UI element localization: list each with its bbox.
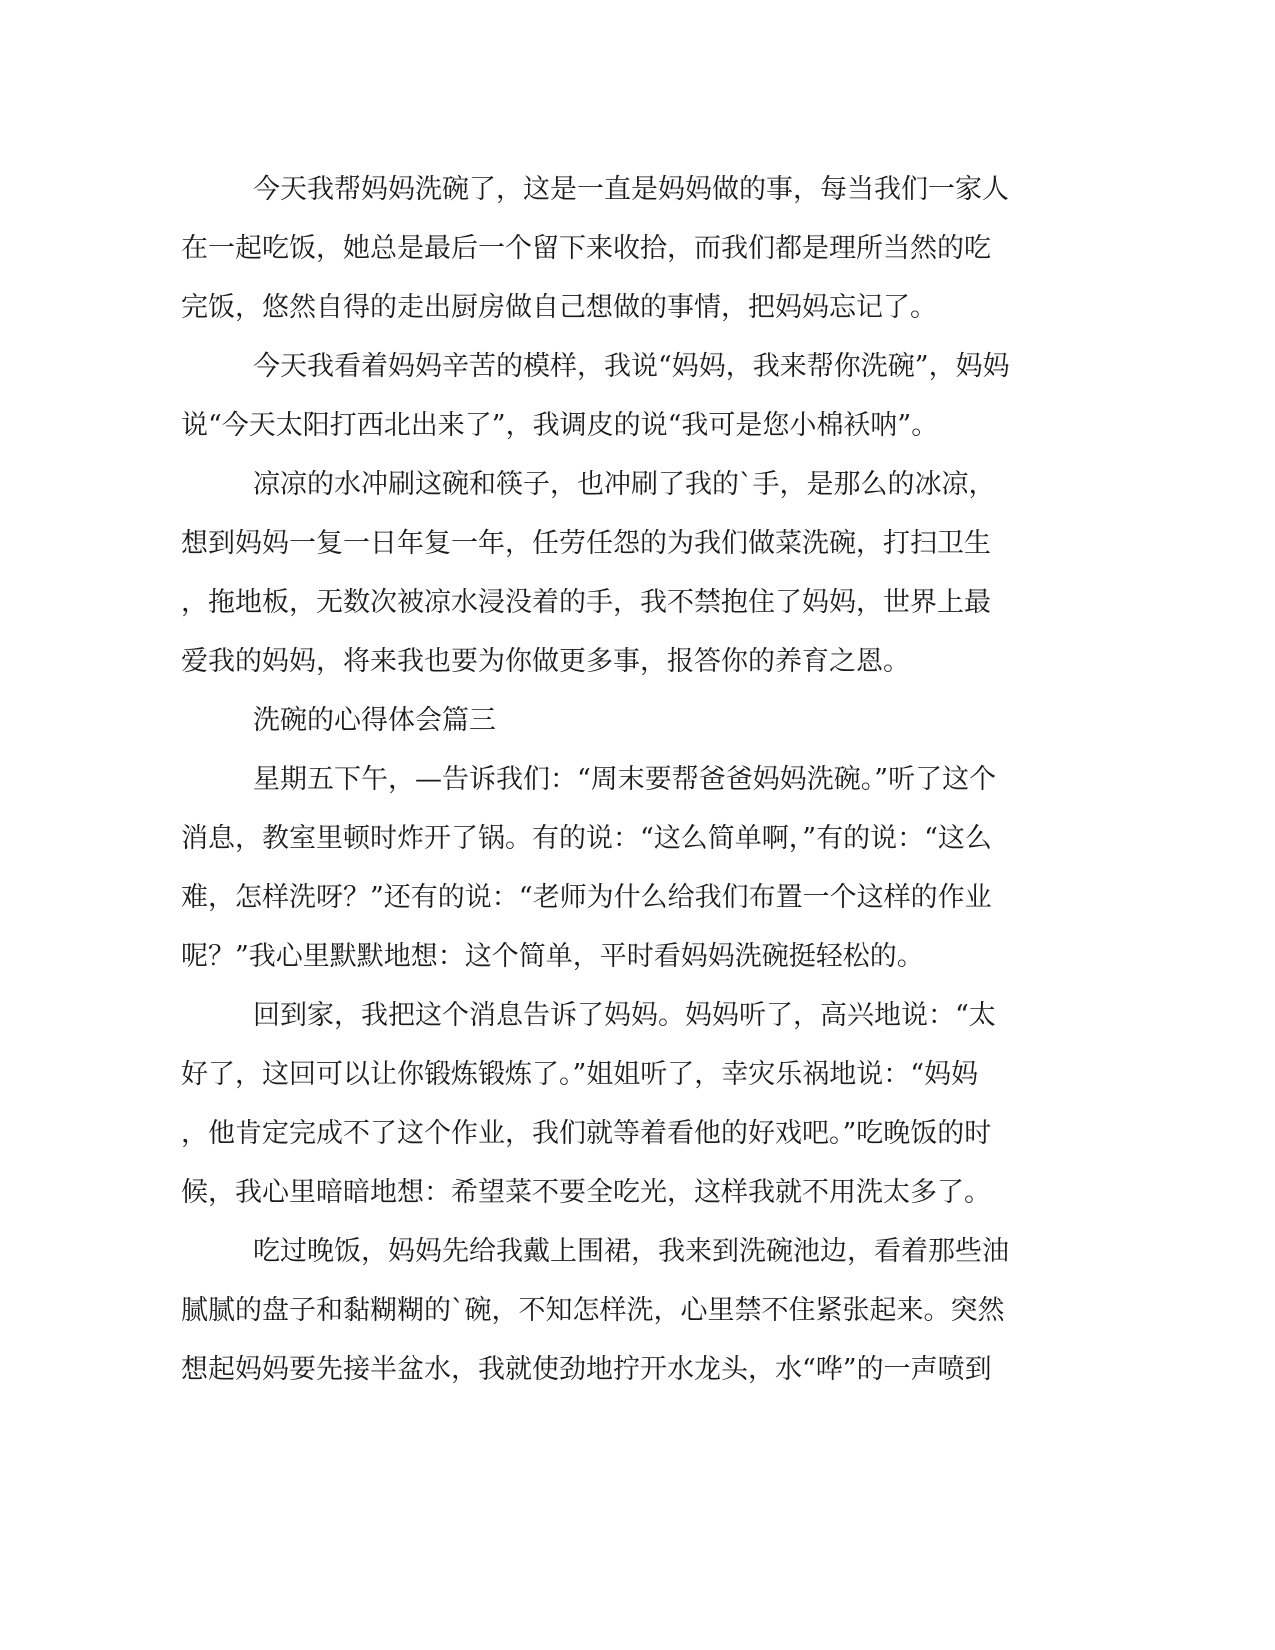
text-line: 腻腻的盘子和黏糊糊的`碗，不知怎样洗，心里禁不住紧张起来。突然 bbox=[181, 1295, 1005, 1326]
text-line: 今天我看着妈妈辛苦的模样，我说“妈妈，我来帮你洗碗”，妈妈 bbox=[253, 351, 1010, 382]
text-line: 今天我帮妈妈洗碗了，这是一直是妈妈做的事，每当我们一家人 bbox=[253, 174, 1009, 205]
text-line: 呢？”我心里默默地想：这个简单，平时看妈妈洗碗挺轻松的。 bbox=[181, 941, 924, 972]
text-line: 完饭，悠然自得的走出厨房做自己想做的事情，把妈妈忘记了。 bbox=[181, 292, 937, 323]
text-line: 候，我心里暗暗地想：希望菜不要全吃光，这样我就不用洗太多了。 bbox=[181, 1177, 991, 1208]
text-line: ，拖地板，无数次被凉水浸没着的手，我不禁抱住了妈妈，世界上最 bbox=[181, 587, 991, 618]
text-line: 爱我的妈妈，将来我也要为你做更多事，报答你的养育之恩。 bbox=[181, 646, 910, 677]
text-line: 星期五下午，—告诉我们：“周末要帮爸爸妈妈洗碗。”听了这个 bbox=[253, 764, 997, 795]
text-line: 想起妈妈要先接半盆水，我就使劲地拧开水龙头，水“哗”的一声喷到 bbox=[181, 1354, 992, 1385]
text-line: 在一起吃饭，她总是最后一个留下来收拾，而我们都是理所当然的吃 bbox=[181, 233, 991, 264]
text-line: 消息，教室里顿时炸开了锅。有的说：“这么简单啊，”有的说：“这么 bbox=[181, 823, 992, 854]
text-line: 说“今天太阳打西北出来了”，我调皮的说“我可是您小棉袄呐”。 bbox=[181, 410, 939, 441]
text-line: 回到家，我把这个消息告诉了妈妈。妈妈听了，高兴地说：“太 bbox=[253, 1000, 996, 1031]
section-heading: 洗碗的心得体会篇三 bbox=[253, 705, 496, 736]
text-line: 想到妈妈一复一日年复一年，任劳任怨的为我们做菜洗碗，打扫卫生 bbox=[181, 528, 991, 559]
text-line: 吃过晚饭，妈妈先给我戴上围裙，我来到洗碗池边，看着那些油 bbox=[253, 1236, 1009, 1267]
text-line: 凉凉的水冲刷这碗和筷子，也冲刷了我的`手，是那么的冰凉， bbox=[253, 469, 996, 500]
text-line: 好了，这回可以让你锻炼锻炼了。”姐姐听了，幸灾乐祸地说：“妈妈 bbox=[181, 1059, 979, 1090]
text-line: ，他肯定完成不了这个作业，我们就等着看他的好戏吧。”吃晚饭的时 bbox=[181, 1118, 992, 1149]
essay-text bbox=[181, 160, 1031, 1399]
text-line: 难，怎样洗呀？”还有的说：“老师为什么给我们布置一个这样的作业 bbox=[181, 882, 992, 913]
